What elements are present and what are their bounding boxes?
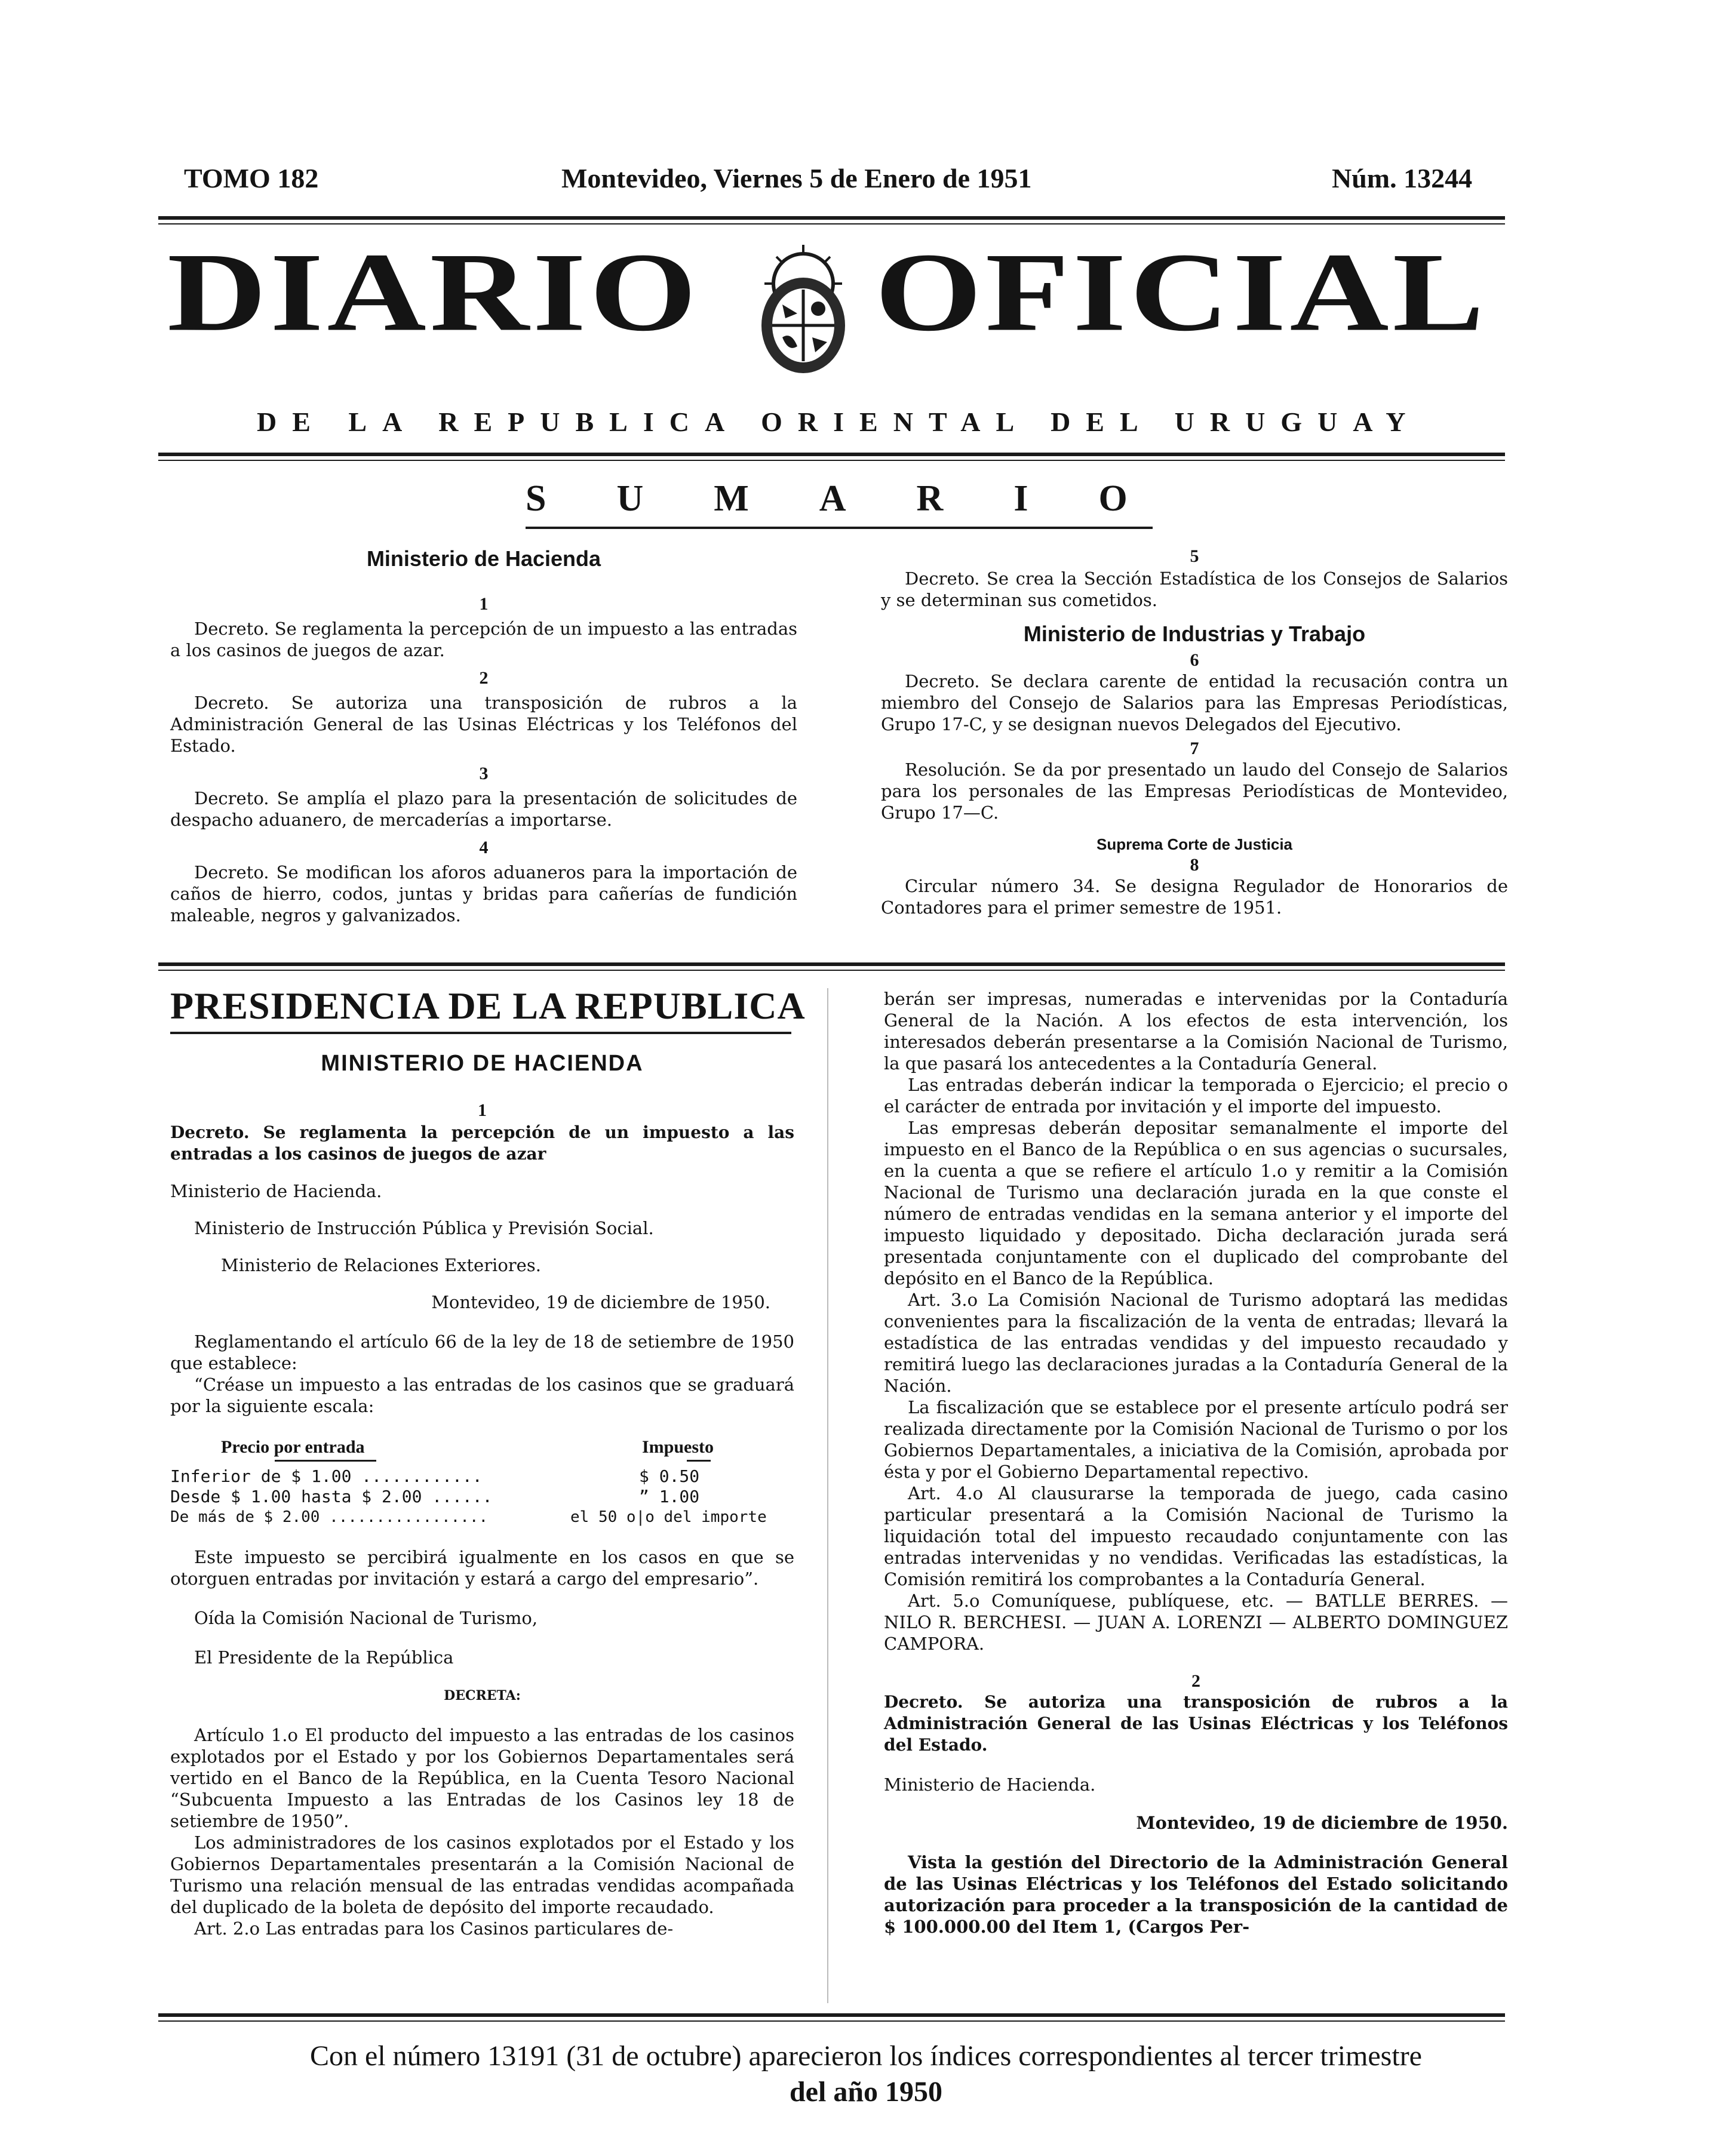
table-cell: $ 0.50 [639,1466,700,1486]
sumario-left-column [170,546,797,926]
footer-rule-thin [158,2020,1505,2022]
decree-number: 1 [478,1100,487,1120]
issue-number: Núm. 13244 [1332,163,1473,193]
column-header: Impuesto [642,1437,714,1457]
presidencia-heading: PRESIDENCIA DE LA REPUBLICA [170,985,806,1027]
table-cell: el 50 o|o del importe [570,1508,767,1526]
decree-number: 2 [1191,1671,1200,1691]
sumario-item-number: 1 [479,594,489,614]
signatory-ministry: Ministerio de Instrucción Pública y Previsión Social. [194,1218,654,1238]
sumario-left-heading: Ministerio de Hacienda [366,546,601,571]
signatory-ministry: Ministerio de Hacienda. [884,1774,1096,1795]
masthead-diario: DIARIO [167,229,701,355]
sumario-item: Decreto. Se amplía el plazo para la presentación de solicitudes de despacho aduanero, de mercaderías a importarse. [170,788,797,830]
sumario-item: Resolución. Se da por presentado un laudo del Consejo de Salarios para los personales de las Empresas Periodísticas de Montevideo, Grupo 17—C. [881,759,1508,823]
masthead-subtitle: DE LA REPUBLICA ORIENTAL DEL URUGUAY [257,407,1421,437]
right-body-column [884,988,1508,1937]
sumario-item-number: 3 [479,764,489,783]
sumario-item: Decreto. Se reglamenta la percepción de un impuesto a las entradas a los casinos de juegos de azar. [170,619,797,660]
decree-paragraph: El Presidente de la República [194,1647,454,1668]
decree-paragraph: Oída la Comisión Nacional de Turismo, [194,1608,538,1628]
issue-date: Montevideo, Viernes 5 de Enero de 1951 [561,163,1032,193]
table-row [170,1507,794,1527]
table-row [170,1466,794,1487]
coat-of-arms-seal [750,242,857,379]
sumario-item-number: 4 [479,838,489,857]
decree-article: Los administradores de los casinos explotados por el Estado y los Gobiernos Departamentales presentarán a la Comisión Nacional de Turismo una relación mensual de las entradas vendidas acompañada del duplicado de la boleta de depósito del importe recaudado. [170,1832,794,1917]
sumario-bottom-rule-thin [158,970,1505,971]
decree-paragraph: Reglamentando el artículo 66 de la ley de 18 de setiembre de 1950 que establece: [170,1331,794,1373]
sumario-title: SUMARIO [526,478,1198,519]
table-cell: De más de $ 2.00 ................. [170,1508,489,1526]
sumario-item: Decreto. Se crea la Sección Estadística de los Consejos de Salarios y se determinan sus cometidos. [881,568,1508,610]
sumario-bottom-rule [158,962,1505,966]
sumario-item: Decreto. Se modifican los aforos aduaneros para la importación de caños de hierro, codos, juntas y bridas para cañerías de fundición maleable, negros y galvanizados. [170,862,797,925]
table-cell: ” 1.00 [639,1487,700,1506]
decree-date: Montevideo, 19 de diciembre de 1950. [431,1292,770,1312]
sumario-item: Decreto. Se autoriza una transposición de rubros a la Administración General de las Usinas Eléctricas y los Teléfonos del Estado. [170,693,797,756]
presidencia-underline [170,1032,791,1034]
header-rule [158,216,1505,220]
decree-paragraph: Las empresas deberán depositar semanalmente el importe del impuesto en el Banco de la República o en sus agencias o sucursales, en la cuenta a que se refiere el artículo 1.o y remitir a la Comisión Nacional de Turismo una declaración jurada en la que conste el número de entradas vendidas en la semana anterior y el importe del impuesto liquidado y depositado. Dicha declaración jurada será presentada conjuntamente con el duplicado del comprobante del depósito en el Banco de la República. [884,1118,1508,1288]
left-body-column [170,1051,794,1939]
sumario-item-number: 8 [1190,855,1199,875]
table-header-rules [170,1460,794,1462]
sumario-item: Circular número 34. Se designa Regulador de Honorarios de Contadores para el primer semestre de 1951. [881,876,1508,918]
decree-paragraph: La fiscalización que se establece por el presente artículo podrá ser realizada directamente por la Comisión Nacional de Turismo o por los Gobiernos Departamentales, a iniciativa de la Comisión, aprobada por ésta y por el Gobierno Departamental repectivo. [884,1397,1508,1482]
table-header [170,1437,794,1457]
header-underline [275,1460,376,1462]
sumario-item-number: 6 [1190,650,1199,670]
column-divider [827,988,828,2003]
decree-title: Decreto. Se autoriza una transposición de rubros a la Administración General de las Usinas Eléctricas y los Teléfonos del Estado. [884,1692,1508,1755]
masthead-rule-thin [158,460,1505,461]
decree-article: Art. 4.o Al clausurarse la temporada de juego, cada casino particular presentará a la Comisión Nacional de Turismo la liquidación total del impuesto recaudado conjuntamente con las entradas intervenidas y no vendidas. Verificadas las estadísticas, la Comisión remitirá los comprobantes a la Contaduría General. [884,1483,1508,1589]
header-underline [687,1460,711,1462]
signatory-ministry: Ministerio de Hacienda. [170,1181,382,1201]
decree-signatures: Art. 5.o Comuníquese, publíquese, etc. — BATLLE BERRES. — NILO R. BERCHESI. — JUAN A. LORENZI — ALBERTO DOMINGUEZ CAMPORA. [884,1591,1508,1654]
table-cell: Desde $ 1.00 hasta $ 2.00 ...... [170,1487,493,1506]
table-row [170,1487,794,1507]
decree-paragraph: Vista la gestión del Directorio de la Administración General de las Usinas Eléctricas y los Teléfonos del Estado solicitando autorización para proceder a la transposición de la cantidad de $ 100.000.00 del Item 1, (Cargos Per- [884,1852,1508,1937]
sumario-right-column [881,546,1508,918]
footer-rule [158,2013,1505,2017]
decree-article: Artículo 1.o El producto del impuesto a las entradas de los casinos explotados por el Estado y por los Gobiernos Departamentales será vertido en el Banco de la República, en la Cuenta Tesoro Nacional “Subcuenta Impuesto a las Entradas de los Casinos ley 18 de setiembre de 1950”. [170,1725,794,1831]
footer-line: Con el número 13191 (31 de octubre) aparecieron los índices correspondientes al tercer trimestre [310,2040,1422,2072]
decree-article: Art. 2.o Las entradas para los Casinos particulares de- [194,1918,674,1939]
sumario-court-heading: Suprema Corte de Justicia [1096,835,1292,853]
sumario-item: Decreto. Se declara carente de entidad la recusación contra un miembro del Consejo de Salarios para las Empresas Periodísticas, Grupo 17-C, y se designan nuevos Delegados del Ejecutivo. [881,671,1508,734]
header-rule-thin [158,223,1505,224]
decree-paragraph: berán ser impresas, numeradas e intervenidas por la Contaduría General de la Nación. A los efectos de esta intervención, los interesados deberán presentarse a la Comisión Nacional de Turismo, la que pasará los antecedentes a la Contaduría General. [884,989,1508,1074]
sumario-item-number: 2 [479,668,489,688]
sumario-right-heading: Ministerio de Industrias y Trabajo [1023,622,1366,646]
decree-paragraph: Este impuesto se percibirá igualmente en los casos en que se otorguen entradas por invitación y estará a cargo del empresario”. [170,1547,794,1589]
table-cell: Inferior de $ 1.00 ............ [170,1466,483,1486]
decreta-label: DECRETA: [444,1688,521,1703]
masthead-rule [158,453,1505,456]
decree-date: Montevideo, 19 de diciembre de 1950. [1136,1813,1508,1833]
ministerio-heading: MINISTERIO DE HACIENDA [321,1051,644,1076]
volume-label: TOMO 182 [184,163,319,193]
sumario-underline [526,527,1153,529]
masthead-oficial: OFICIAL [875,229,1488,355]
sumario-item-number: 5 [1190,546,1199,566]
signatory-ministry: Ministerio de Relaciones Exteriores. [221,1255,541,1275]
footer-notice [179,2038,1553,2110]
sumario-item-number: 7 [1190,739,1199,758]
footer-line: del año 1950 [789,2076,943,2108]
column-header: Precio por entrada [221,1437,365,1457]
decree-paragraph: “Créase un impuesto a las entradas de los casinos que se graduará por la siguiente escala: [170,1374,794,1416]
decree-article: Art. 3.o La Comisión Nacional de Turismo adoptará las medidas convenientes para la fiscalización de la venta de entradas; llevará la estadística de las entradas vendidas y del impuesto recaudado y remitirá luego las declaraciones juradas a la Contaduría General de la Nación. [884,1290,1508,1396]
decree-paragraph: Las entradas deberán indicar la temporada o Ejercicio; el precio o el carácter de entrada por invitación y el importe del impuesto. [884,1075,1508,1117]
tax-scale-table [170,1437,794,1527]
decree-title: Decreto. Se reglamenta la percepción de un impuesto a las entradas a los casinos de juegos de azar [170,1122,794,1164]
